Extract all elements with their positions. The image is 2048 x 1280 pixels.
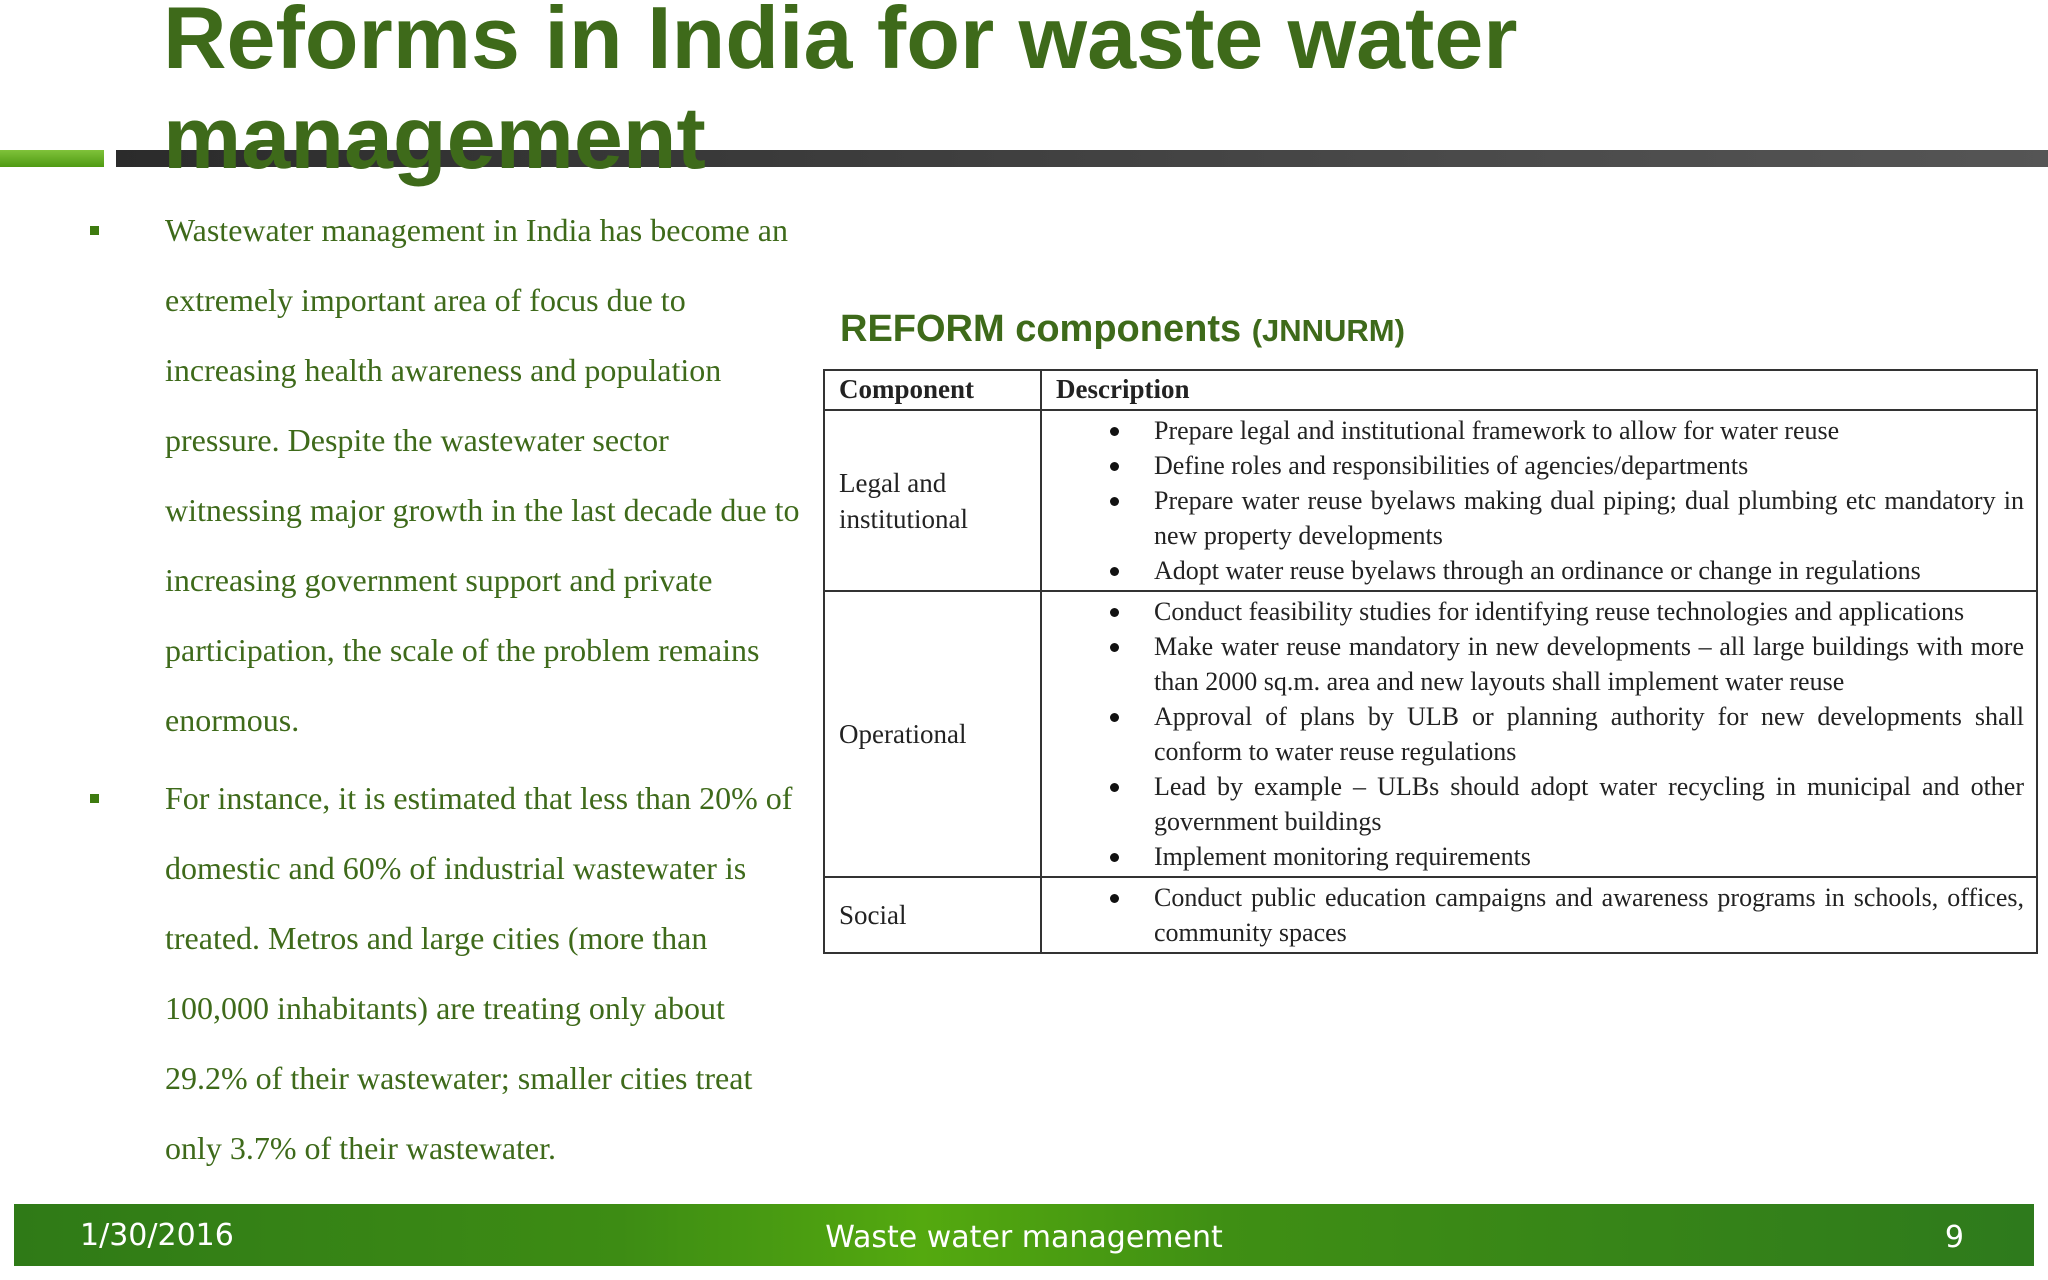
round-bullet-icon bbox=[1110, 608, 1119, 617]
square-bullet-icon bbox=[90, 794, 99, 803]
description-item bbox=[1102, 483, 2024, 553]
bullet-text: Wastewater management in India has become an extremely important area of focus due to increasing health awareness and population pressure. Despite the wastewater sector witnessing major growth in the last decade due to increasing government support and private participation, the scale of the problem remains enormous. bbox=[165, 212, 800, 738]
round-bullet-icon bbox=[1110, 853, 1119, 862]
round-bullet-icon bbox=[1110, 894, 1119, 903]
description-cell bbox=[1041, 591, 2037, 877]
footer-title: Waste water management bbox=[825, 1220, 1223, 1255]
footer-date: 1/30/2016 bbox=[80, 1218, 234, 1253]
component-cell: Social bbox=[824, 877, 1041, 953]
description-text: Adopt water reuse byelaws through an ordinance or change in regulations bbox=[1154, 556, 1921, 585]
round-bullet-icon bbox=[1110, 497, 1119, 506]
description-item bbox=[1102, 769, 2024, 839]
round-bullet-icon bbox=[1110, 462, 1119, 471]
description-text: Prepare legal and institutional framework to allow for water reuse bbox=[1154, 416, 1840, 445]
round-bullet-icon bbox=[1110, 427, 1119, 436]
component-cell: Legal and institutional bbox=[824, 410, 1041, 591]
component-cell: Operational bbox=[824, 591, 1041, 877]
description-text: Implement monitoring requirements bbox=[1154, 842, 1531, 871]
bullet-item bbox=[85, 763, 805, 1183]
table-row bbox=[824, 877, 2037, 953]
reform-title-text: REFORM components bbox=[840, 308, 1242, 350]
description-text: Prepare water reuse byelaws making dual piping; dual plumbing etc mandatory in new property developments bbox=[1154, 486, 2024, 550]
slide-number: 9 bbox=[1944, 1220, 1964, 1255]
column-header-description: Description bbox=[1041, 370, 2037, 410]
reform-table-title bbox=[840, 308, 1405, 351]
column-header-component: Component bbox=[824, 370, 1041, 410]
description-item bbox=[1102, 594, 2024, 629]
bullet-item bbox=[85, 195, 805, 755]
title-rule-accent bbox=[0, 150, 104, 167]
description-text: Make water reuse mandatory in new developments – all large buildings with more than 2000 sq.m. area and new layouts shall implement water reuse bbox=[1154, 632, 2024, 696]
round-bullet-icon bbox=[1110, 783, 1119, 792]
slide-title: Reforms in India for waste water management bbox=[163, 0, 1518, 187]
round-bullet-icon bbox=[1110, 713, 1119, 722]
description-item bbox=[1102, 413, 2024, 448]
reform-title-suffix: (JNNURM) bbox=[1251, 313, 1405, 348]
description-item bbox=[1102, 553, 2024, 588]
description-item bbox=[1102, 880, 2024, 950]
description-text: Lead by example – ULBs should adopt water recycling in municipal and other government buildings bbox=[1154, 772, 2024, 836]
description-text: Conduct public education campaigns and awareness programs in schools, offices, community spaces bbox=[1154, 883, 2024, 947]
description-item bbox=[1102, 699, 2024, 769]
description-item bbox=[1102, 448, 2024, 483]
description-cell bbox=[1041, 410, 2037, 591]
round-bullet-icon bbox=[1110, 567, 1119, 576]
table-row bbox=[824, 410, 2037, 591]
description-text: Define roles and responsibilities of agencies/departments bbox=[1154, 451, 1749, 480]
table-header-row bbox=[824, 370, 2037, 410]
slide-footer bbox=[14, 1204, 2034, 1266]
description-cell bbox=[1041, 877, 2037, 953]
round-bullet-icon bbox=[1110, 643, 1119, 652]
reform-table bbox=[823, 369, 2038, 954]
bullet-list bbox=[85, 195, 805, 1191]
bullet-text: For instance, it is estimated that less than 20% of domestic and 60% of industrial wastewater is treated. Metros and large cities (more than 100,000 inhabitants) are treating only about 29.2% of their wastewater; smaller cities treat only 3.7% of their wastewater. bbox=[165, 780, 793, 1166]
square-bullet-icon bbox=[90, 226, 99, 235]
description-item bbox=[1102, 839, 2024, 874]
description-text: Approval of plans by ULB or planning authority for new developments shall conform to water reuse regulations bbox=[1154, 702, 2024, 766]
description-text: Conduct feasibility studies for identifying reuse technologies and applications bbox=[1154, 597, 1965, 626]
description-item bbox=[1102, 629, 2024, 699]
table-row bbox=[824, 591, 2037, 877]
